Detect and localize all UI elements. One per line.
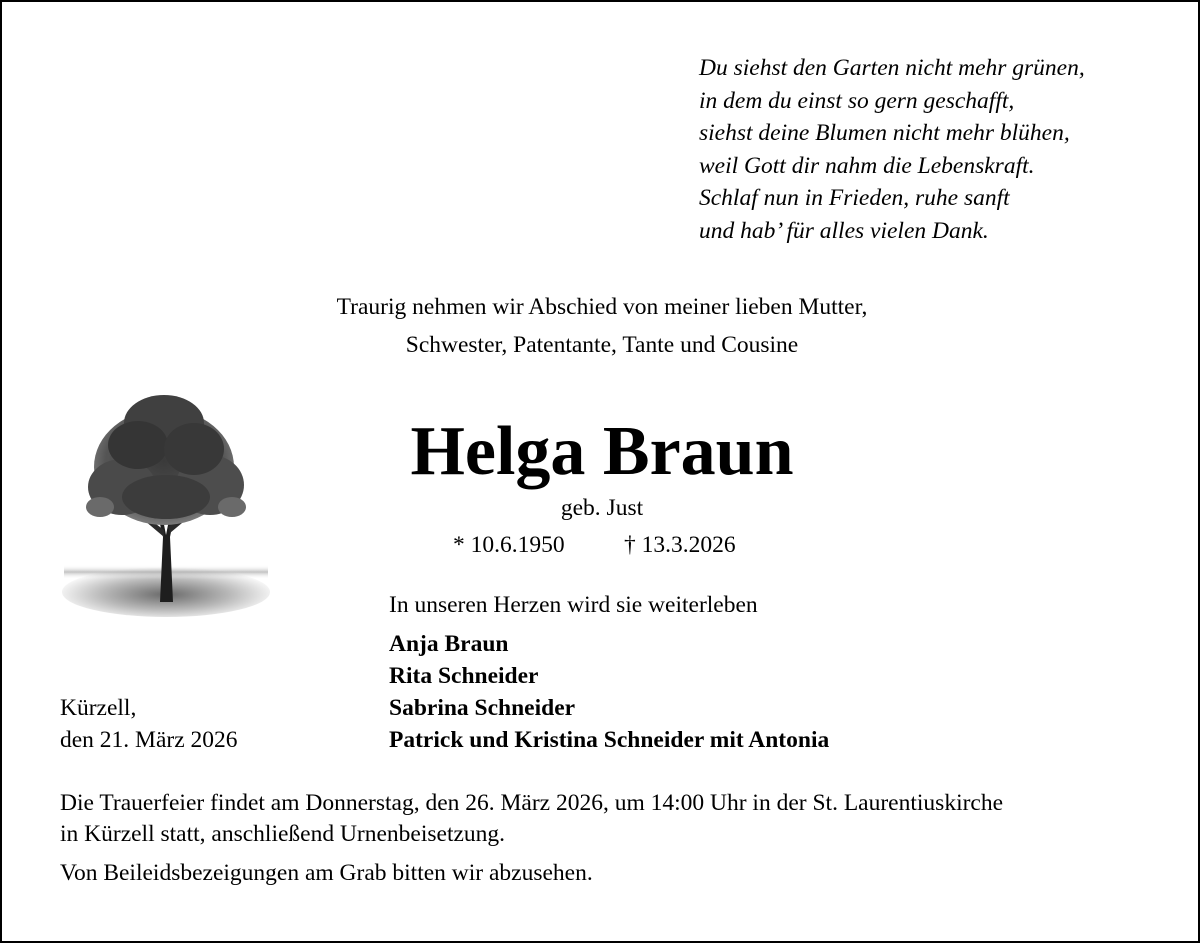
poem-line: siehst deine Blumen nicht mehr blühen, [699, 120, 1070, 146]
poem-line: Du siehst den Garten nicht mehr grünen, [699, 55, 1085, 81]
poem-line: in dem du einst so gern geschafft, [699, 87, 1015, 114]
condolence-notice: Von Beileidsbezeigungen am Grab bitten wir abzusehen. [60, 860, 593, 886]
place: Kürzell, [60, 695, 137, 721]
notice-line: in Kürzell statt, anschließend Urnenbeisetzung. [60, 821, 506, 847]
poem-line: Schlaf nun in Frieden, ruhe sanft [699, 185, 1010, 211]
poem-line: weil Gott dir nahm die Lebenskraft. [699, 152, 1035, 179]
death-date: † 13.3.2026 [624, 532, 736, 558]
notice-line: Die Trauerfeier findet am Donnerstag, den 26. März 2026, um 14:00 Uhr in der St. Laurentiuskirche [60, 790, 1004, 816]
maiden-name: geb. Just [560, 495, 644, 521]
intro-text [202, 288, 1002, 364]
mourner-name: Anja Braun [389, 631, 509, 657]
mourner-name: Sabrina Schneider [389, 695, 576, 721]
funeral-notice [60, 788, 1170, 850]
intro-line: Traurig nehmen wir Abschied von meiner lieben Mutter, [336, 294, 868, 320]
motto: In unseren Herzen wird sie weiterleben [389, 592, 758, 618]
date: den 21. März 2026 [60, 727, 238, 753]
birth-date: * 10.6.1950 [453, 532, 565, 558]
mourners-list [389, 628, 829, 756]
mourner-name: Patrick und Kristina Schneider mit Antonia [389, 727, 830, 753]
poem [699, 52, 1179, 247]
deceased-name: Helga Braun [410, 413, 794, 490]
place-date [60, 692, 238, 756]
tree-icon [60, 387, 272, 617]
intro-line: Schwester, Patentante, Tante und Cousine [405, 332, 799, 358]
mourner-name: Rita Schneider [389, 663, 539, 689]
poem-line: und hab’ für alles vielen Dank. [699, 217, 989, 244]
